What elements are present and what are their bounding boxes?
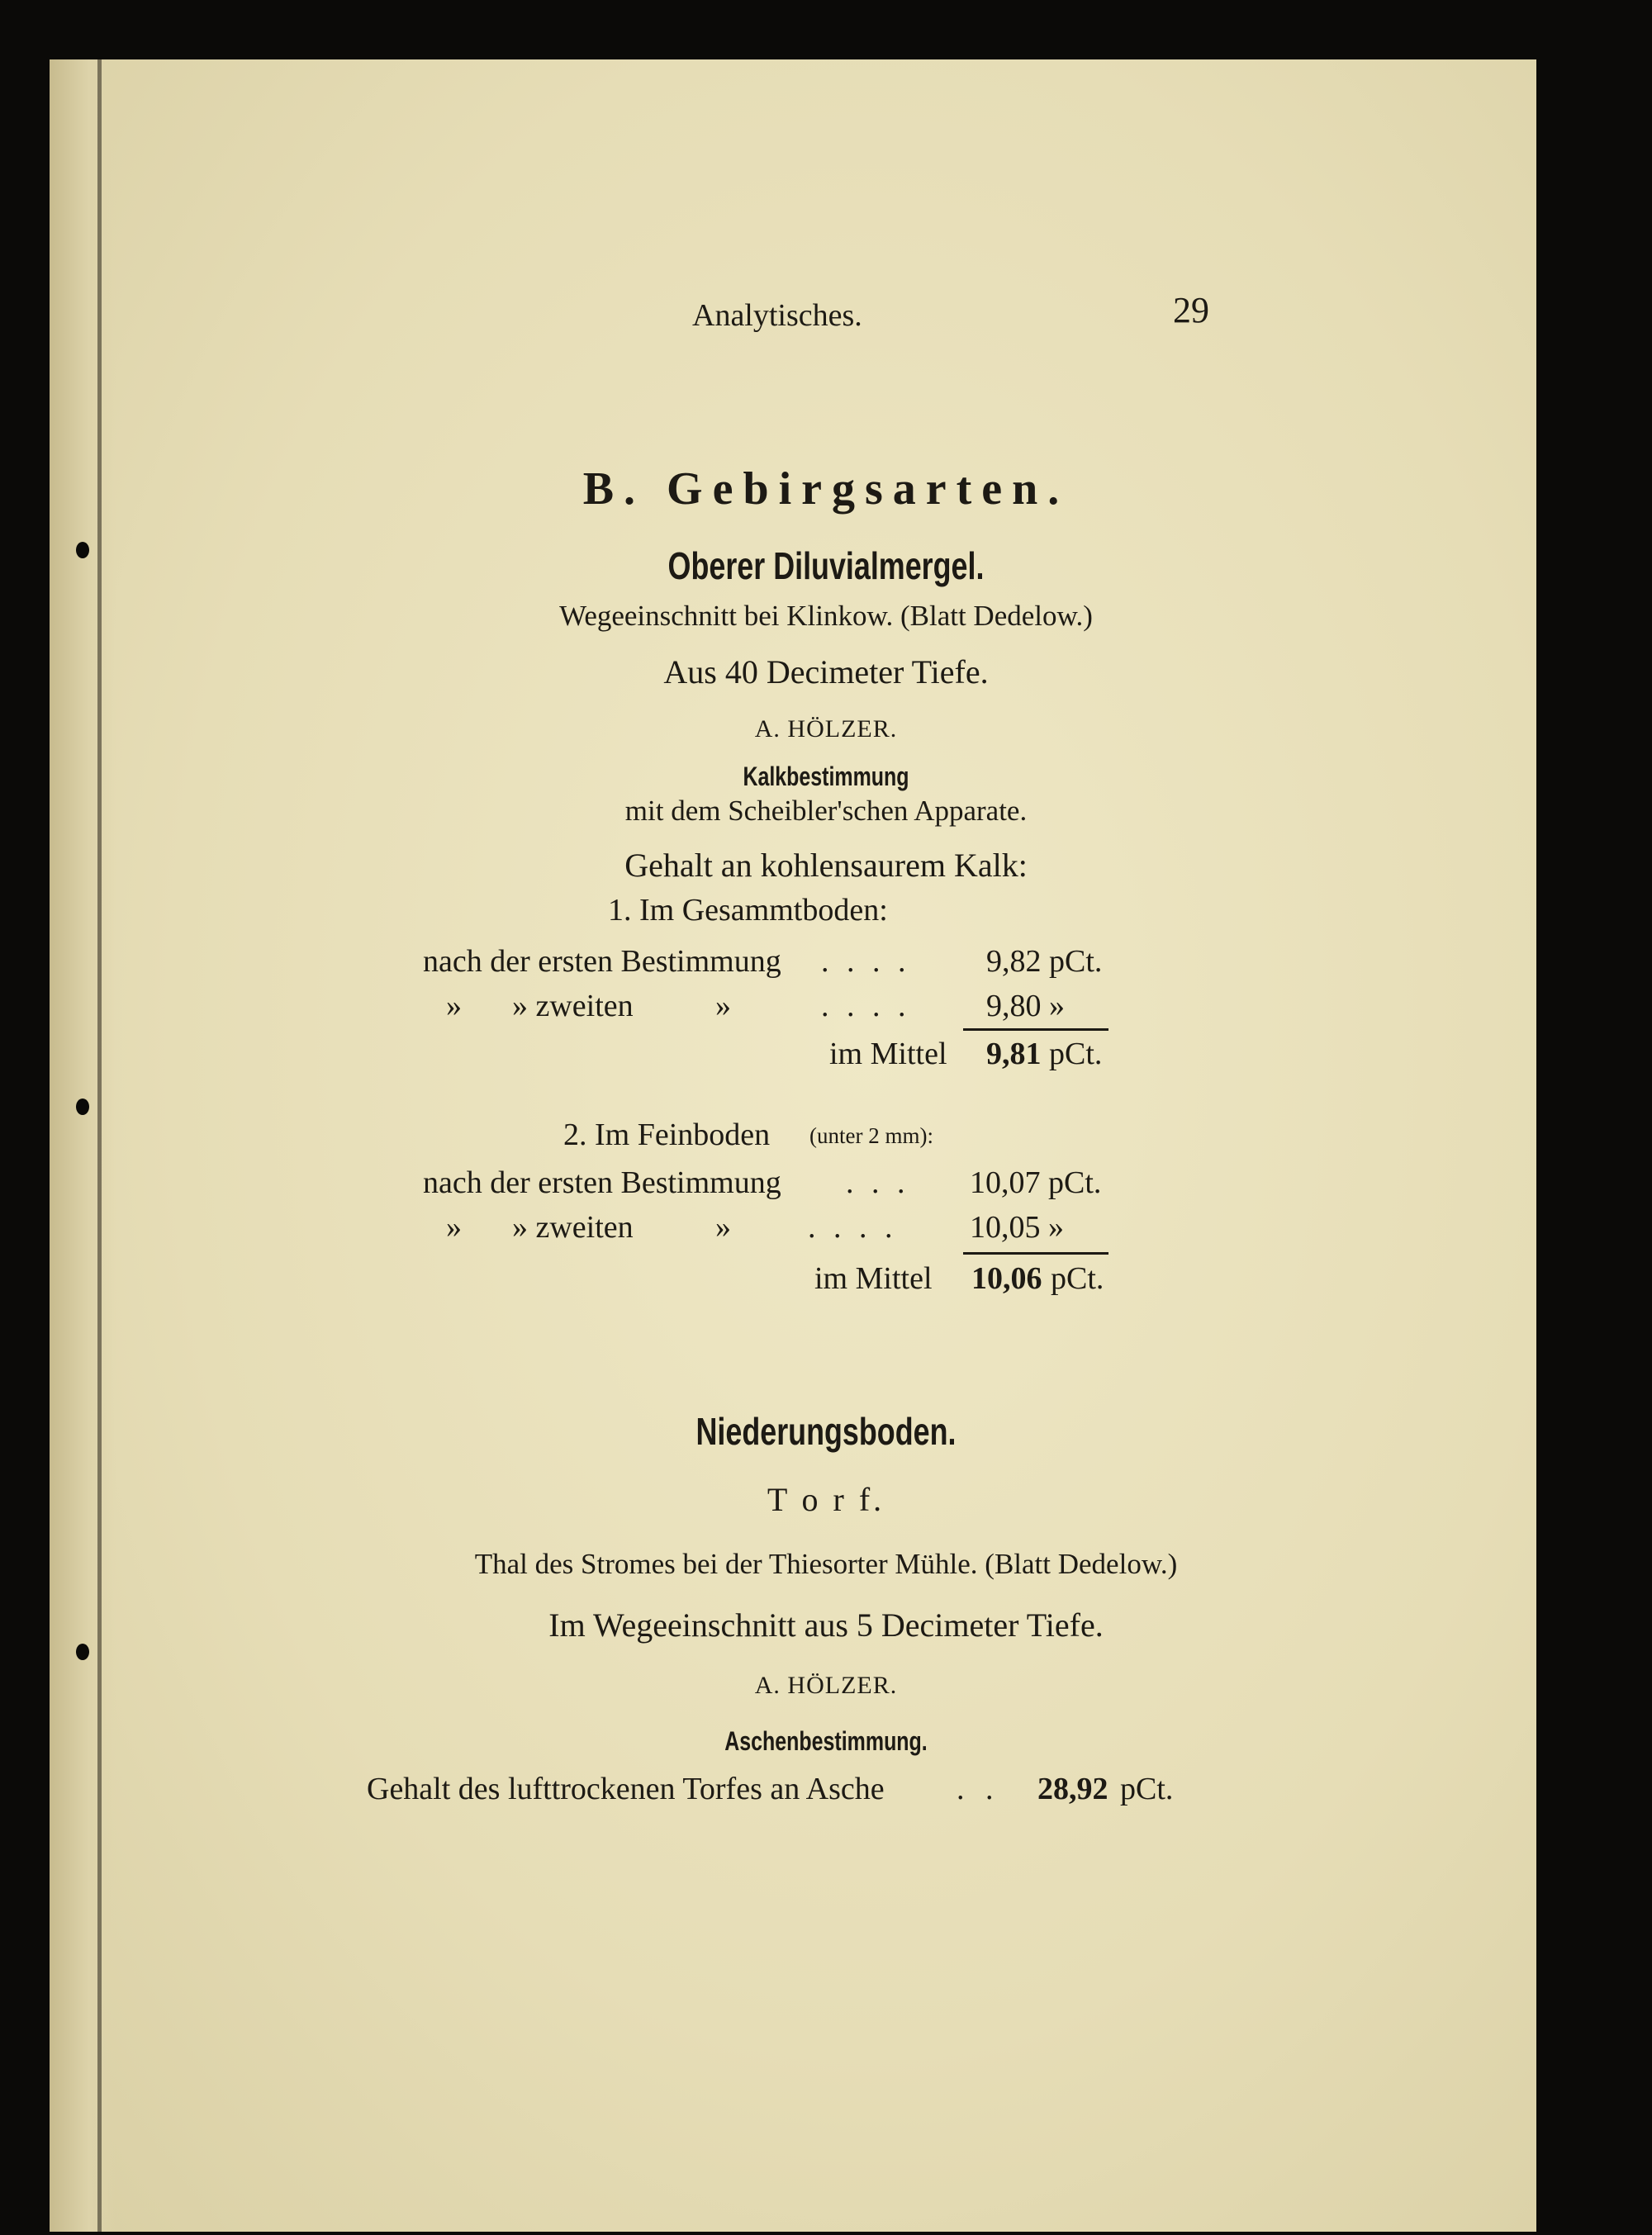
binding-hole <box>76 1644 89 1660</box>
g1-mean-label: im Mittel <box>829 1037 947 1071</box>
part2-result-value: 28,92 <box>1037 1772 1108 1806</box>
g2-row1-dots: . . . <box>846 1165 910 1200</box>
part2-method-title: Aschenbestimmung. <box>724 1726 928 1756</box>
book-page <box>50 59 1536 2232</box>
g1-row2-label: » zweiten <box>512 989 634 1023</box>
g2-row1-label: nach der ersten Bestimmung <box>423 1165 781 1200</box>
page-gutter <box>50 59 116 2232</box>
section-title: B. Gebirgsarten. <box>582 463 1070 515</box>
g2-mean-label: im Mittel <box>814 1261 933 1296</box>
g2-sum-rule <box>963 1252 1108 1255</box>
g1-mean-unit: pCt. <box>1049 1037 1103 1071</box>
g1-sum-rule <box>963 1028 1108 1031</box>
g1-row2-dots: . . . . <box>821 989 911 1023</box>
part2-result-label: Gehalt des lufttrockenen Torfes an Asche <box>367 1772 885 1806</box>
g1-heading: 1. Im Gesammtboden: <box>608 893 888 928</box>
part2-title: Niederungsboden. <box>695 1410 957 1453</box>
binding-hole <box>76 542 89 558</box>
part2-analyst: A. HÖLZER. <box>754 1672 898 1699</box>
g2-mean-unit: pCt. <box>1051 1261 1104 1296</box>
part1-method-subtitle: mit dem Scheibler'schen Apparate. <box>624 795 1028 827</box>
page-number: 29 <box>1173 290 1209 330</box>
part2-result-unit: pCt. <box>1120 1772 1174 1806</box>
g2-row2-dots: . . . . <box>808 1210 898 1245</box>
part1-method-title: Kalkbestimmung <box>743 762 909 791</box>
part1-location: Wegeeinschnitt bei Klinkow. (Blatt Dedelow.) <box>559 600 1093 632</box>
g2-heading: 2. Im Feinboden <box>563 1118 771 1152</box>
g2-heading-note: (unter 2 mm): <box>809 1123 933 1148</box>
g2-row2-ditto: » <box>446 1210 462 1245</box>
g1-row2-value: 9,80 » <box>986 989 1065 1023</box>
g2-row2-label: » zweiten <box>512 1210 634 1245</box>
g1-mean-value: 9,81 <box>986 1037 1042 1071</box>
g1-row1-label: nach der ersten Bestimmung <box>423 944 781 979</box>
g2-mean-value: 10,06 <box>971 1261 1042 1296</box>
running-title: Analytisches. <box>692 298 862 333</box>
part2-location: Thal des Stromes bei der Thiesorter Mühle. (Blatt Dedelow.) <box>474 1548 1178 1580</box>
g1-row2-ditto: » <box>446 989 462 1023</box>
binding-hole <box>76 1099 89 1115</box>
g1-row2-ditto2: » <box>715 989 731 1023</box>
part1-title: Oberer Diluvialmergel. <box>667 544 985 587</box>
part1-analyst: A. HÖLZER. <box>754 715 898 743</box>
part2-subtitle: T o r f. <box>767 1481 885 1518</box>
part1-depth: Aus 40 Decimeter Tiefe. <box>663 653 989 690</box>
g2-row2-ditto2: » <box>715 1210 731 1245</box>
spine-line <box>97 59 102 2232</box>
g1-row1-dots: . . . . <box>821 944 911 979</box>
g2-row2-value: 10,05 » <box>970 1210 1064 1245</box>
part2-depth: Im Wegeeinschnitt aus 5 Decimeter Tiefe. <box>548 1606 1104 1644</box>
g1-row1-value: 9,82 pCt. <box>986 944 1103 979</box>
part1-content-heading: Gehalt an kohlensaurem Kalk: <box>624 847 1028 884</box>
g2-row1-value: 10,07 pCt. <box>970 1165 1102 1200</box>
part2-result-dots: . . <box>957 1772 1000 1806</box>
